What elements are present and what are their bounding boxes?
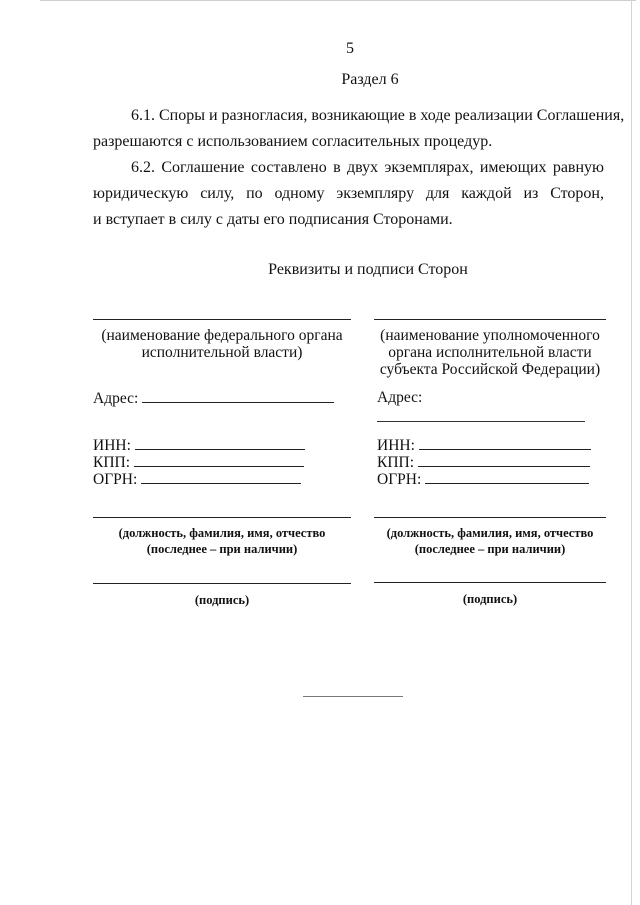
left-inn-label: ИНН: [93,437,131,454]
clause-6-1 [93,103,625,155]
right-signature-line [374,582,606,583]
left-signature-line [93,583,351,584]
left-position-caption-line-1: (должность, фамилия, имя, отчество [118,526,326,540]
right-kpp-blank [418,453,590,467]
right-position-caption-line-2: (последнее – при наличии) [414,542,566,556]
right-ogrn-blank [425,470,589,484]
page-right-edge [631,0,632,905]
left-org-name-line [93,319,351,320]
right-org-caption-line-2: органа исполнительной власти [388,344,592,361]
clause-6-2 [93,155,604,233]
right-inn-blank [419,436,591,450]
right-kpp-label: КПП: [377,454,415,471]
left-address-field [93,389,334,408]
clause-6-2-line-3: и вступает в силу с даты его подписания Сторонами. [93,211,453,228]
right-org-caption-line-3: субъекта Российской Федерации) [379,361,601,378]
left-org-caption-line-2: исполнительной власти) [141,344,303,361]
clause-6-2-line-1: 6.2. Соглашение составлено в двух экземплярах, имеющих равную [131,159,604,176]
left-inn-blank [135,436,305,450]
right-org-name-line [374,319,606,320]
left-position-line [93,517,351,518]
page-number: 5 [346,40,354,57]
left-position-caption-line-2: (последнее – при наличии) [146,542,298,556]
right-org-caption [370,327,610,378]
right-inn-label: ИНН: [377,437,415,454]
page-top-edge [40,0,636,1]
left-kpp-label: КПП: [93,454,131,471]
right-position-caption-line-1: (должность, фамилия, имя, отчество [386,526,594,540]
right-address-blank [377,421,585,422]
clause-6-1-line-1: 6.1. Споры и разногласия, возникающие в ходе реализации Соглашения, [131,107,625,124]
right-signature-caption: (подпись) [462,592,518,606]
requisites-title: Реквизиты и подписи Сторон [268,261,468,278]
clause-6-1-line-2: разрешаются с использованием согласительных процедур. [93,133,493,150]
right-ogrn-label: ОГРН: [377,471,422,488]
left-org-caption-line-1: (наименование федерального органа [101,327,343,344]
right-ogrn-field [377,470,589,489]
left-signature-caption: (подпись) [194,593,250,607]
left-ogrn-blank [141,470,301,484]
left-address-blank [142,389,334,403]
right-position-caption [370,525,610,557]
left-position-caption [93,525,351,557]
left-ogrn-label: ОГРН: [93,471,138,488]
left-kpp-blank [134,453,304,467]
clause-6-2-line-2: юридическую силу, по одному экземпляру для каждой из Сторон, [93,185,604,202]
section-title: Раздел 6 [341,71,399,88]
left-address-label: Адрес: [93,390,139,407]
right-position-line [374,517,606,518]
right-org-caption-line-1: (наименование уполномоченного [380,327,600,344]
document-end-line [303,696,403,697]
right-address-label: Адрес: [377,389,423,406]
left-ogrn-field [93,470,301,489]
left-org-caption [93,327,351,361]
